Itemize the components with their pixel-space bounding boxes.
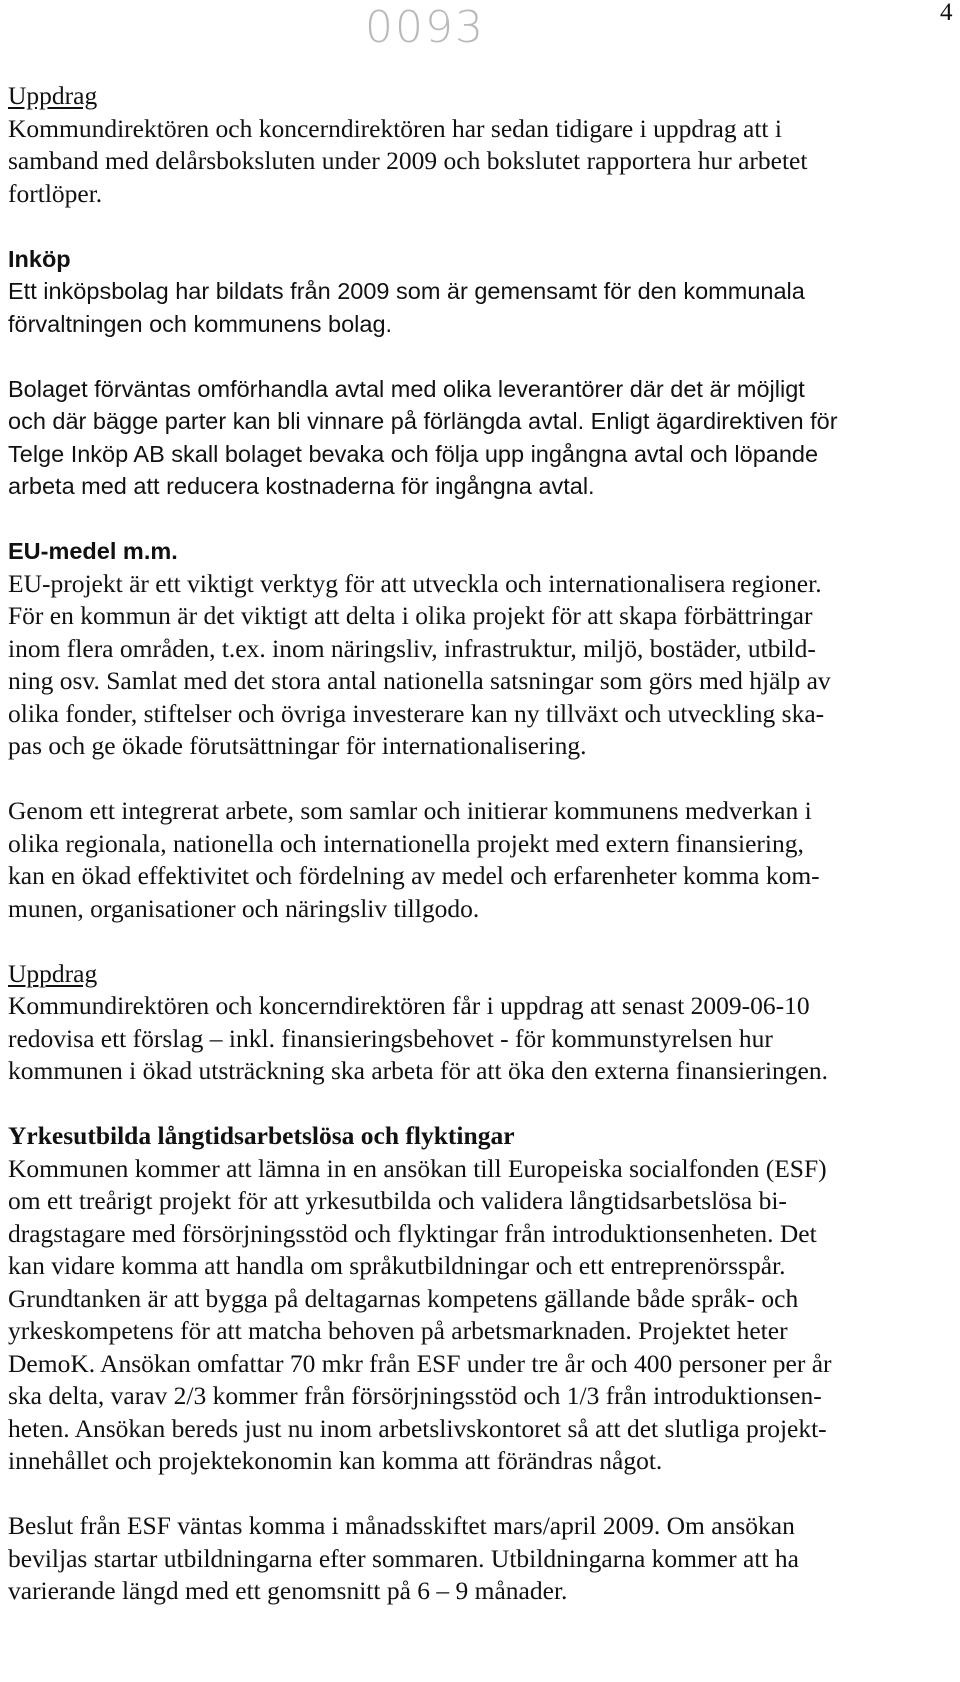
text-line: Bolaget förväntas omförhandla avtal med olika leverantörer där det är möjligt	[8, 375, 805, 402]
text-line: Kommundirektören och koncerndirektören har sedan tidigare i uppdrag att i	[8, 113, 782, 143]
text-line: Kommundirektören och koncerndirektören får i uppdrag att senast 2009-06-10	[8, 991, 810, 1020]
text-line: förvaltningen och kommunens bolag.	[8, 310, 393, 337]
section-heading: EU-medel m.m.	[8, 538, 178, 564]
text-line: arbeta med att reducera kostnaderna för ingångna avtal.	[8, 473, 595, 499]
text-line: beviljas startar utbildningarna efter sommaren. Utbildningarna kommer att ha	[8, 1543, 799, 1573]
text-line: fortlöper.	[8, 178, 103, 208]
text-line: och där bägge parter kan bli vinnare på förlängda avtal. Enligt ägardirektiven för	[8, 408, 838, 434]
text-line: innehållet och projektekonomin kan komma att förändras något.	[8, 1446, 663, 1475]
text-line: yrkeskompetens för att matcha behoven på arbetsmarknaden. Projektet heter	[8, 1316, 788, 1345]
section-yrkesutbilda-paragraph	[8, 1510, 938, 1608]
text-line: varierande längd med ett genomsnitt på 6 – 9 månader.	[8, 1576, 568, 1605]
section-heading: Uppdrag	[8, 81, 98, 110]
text-line: Kommunen kommer att lämna in en ansökan till Europeiska socialfonden (ESF)	[8, 1153, 827, 1183]
section-yrkesutbilda	[8, 1120, 938, 1478]
text-line: kommunen i ökad utsträckning ska arbeta för att öka den externa finansieringen.	[8, 1056, 828, 1085]
section-heading: Uppdrag	[8, 958, 98, 988]
text-line: pas och ge ökade förutsättningar för internationalisering.	[8, 731, 587, 760]
section-uppdrag-2	[8, 958, 938, 1088]
text-line: För en kommun är det viktigt att delta i olika projekt för att skapa förbättringar	[8, 601, 813, 630]
text-line: olika fonder, stiftelser och övriga investerare kan ny tillväxt och utveckling ska-	[8, 698, 825, 728]
section-eu-medel-paragraph	[8, 795, 938, 925]
text-line: Beslut från ESF väntas komma i månadsskiftet mars/april 2009. Om ansökan	[8, 1511, 795, 1540]
section-eu-medel	[8, 535, 938, 763]
section-heading: Yrkesutbilda långtidsarbetslösa och flyktingar	[8, 1121, 515, 1150]
text-line: redovisa ett förslag – inkl. finansieringsbehovet - för kommunstyrelsen hur	[8, 1023, 773, 1053]
text-line: Genom ett integrerat arbete, som samlar och initierar kommunens medverkan i	[8, 796, 812, 825]
page-number: 4	[940, 0, 953, 26]
section-inkop	[8, 243, 938, 341]
document-body	[8, 80, 938, 1608]
text-line: dragstagare med försörjningsstöd och flyktingar från introduktionsenheten. Det	[8, 1218, 817, 1248]
text-line: DemoK. Ansökan omfattar 70 mkr från ESF under tre år och 400 personer per år	[8, 1348, 832, 1378]
text-line: heten. Ansökan bereds just nu inom arbetslivskontoret så att det slutliga projekt-	[8, 1413, 827, 1443]
text-line: kan en ökad effektivitet och fördelning av medel och erfarenheter komma kom-	[8, 861, 820, 890]
text-line: om ett treårigt projekt för att yrkesutbilda och validera långtidsarbetslösa bi-	[8, 1186, 787, 1215]
text-line: munen, organisationer och näringsliv tillgodo.	[8, 893, 480, 923]
text-line: Telge Inköp AB skall bolaget bevaka och följa upp ingångna avtal och löpande	[8, 440, 819, 467]
text-line: ning osv. Samlat med det stora antal nationella satsningar som görs med hjälp av	[8, 666, 831, 695]
section-uppdrag-1	[8, 80, 938, 210]
archive-stamp: 0093	[365, 2, 485, 53]
text-line: Ett inköpsbolag har bildats från 2009 som är gemensamt för den kommunala	[8, 278, 805, 304]
section-inkop-paragraph	[8, 373, 938, 503]
section-heading: Inköp	[8, 245, 71, 272]
text-line: EU-projekt är ett viktigt verktyg för att utveckla och internationalisera regioner.	[8, 568, 822, 598]
text-line: olika regionala, nationella och internationella projekt med extern finansiering,	[8, 828, 804, 858]
text-line: inom flera områden, t.ex. inom näringsliv, infrastruktur, miljö, bostäder, utbild-	[8, 633, 816, 663]
text-line: Grundtanken är att bygga på deltagarnas kompetens gällande både språk- och	[8, 1283, 799, 1313]
text-line: samband med delårsboksluten under 2009 och bokslutet rapportera hur arbetet	[8, 146, 808, 175]
text-line: kan vidare komma att handla om språkutbildningar och ett entreprenörsspår.	[8, 1251, 786, 1280]
text-line: ska delta, varav 2/3 kommer från försörjningsstöd och 1/3 från introduktionsen-	[8, 1381, 822, 1410]
